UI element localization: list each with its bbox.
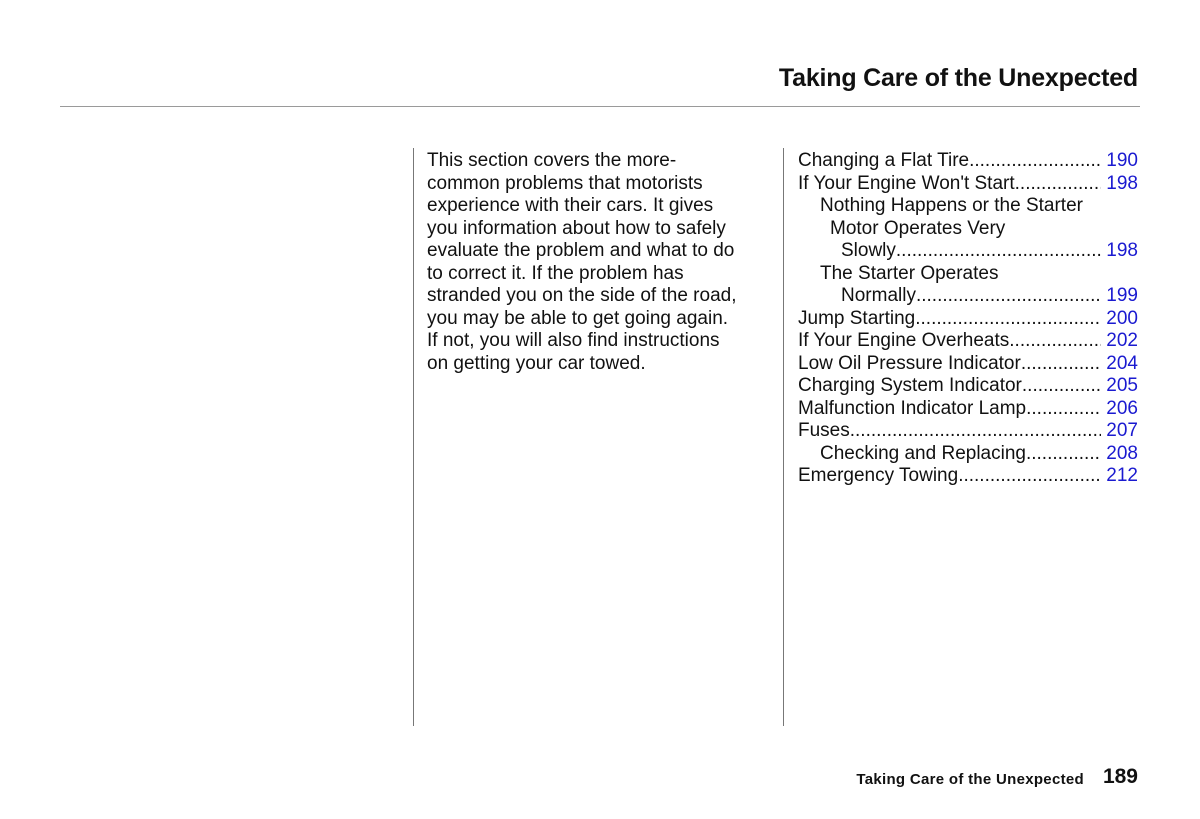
toc-leader-dots [1009,330,1101,353]
toc-page-link[interactable]: 208 [1106,442,1138,464]
toc-entry-engine-overheats[interactable] [798,330,1138,353]
toc-entry-label: Fuses [798,420,850,441]
page-title: Taking Care of the Unexpected [778,64,1138,92]
toc-page-link[interactable]: 200 [1106,307,1138,329]
toc-entry-label: If Your Engine Overheats [798,330,1010,351]
toc-page-link[interactable]: 199 [1106,285,1138,306]
header-divider [60,106,1140,107]
toc-entry-label: Normally [841,285,916,306]
toc-entry-fuses[interactable] [798,420,1138,443]
toc-entry-starter-operates-line2[interactable] [798,285,1138,308]
toc-leader-dots [958,465,1101,488]
toc-leader-dots [916,285,1101,308]
toc-page-link[interactable]: 202 [1106,330,1138,351]
toc-entry-label: Motor Operates Very [830,217,1006,239]
toc-page-link[interactable]: 204 [1106,352,1138,374]
toc-leader-dots [1026,398,1101,421]
toc-entry-starter-operates-line1[interactable] [798,263,1138,286]
intro-paragraph [427,150,777,375]
footer-section-title: Taking Care of the Unexpected [856,771,1084,788]
toc-leader-dots [1021,353,1101,376]
intro-line: to correct it. If the problem has [427,262,684,284]
toc-leader-dots [915,308,1101,331]
toc-leader-dots [850,420,1102,443]
intro-line: you information about how to safely [427,217,726,239]
toc-entry-label: Low Oil Pressure Indicator [798,352,1021,374]
toc-entry-charging-system[interactable] [798,375,1138,398]
toc-entry-nothing-happens-line2[interactable] [798,218,1138,241]
intro-line: you may be able to get going again. [427,307,729,329]
toc-entry-malfunction-lamp[interactable] [798,398,1138,421]
toc-entry-low-oil-pressure[interactable] [798,353,1138,376]
toc-entry-checking-replacing[interactable] [798,443,1138,466]
toc-page-link[interactable]: 190 [1106,150,1138,171]
toc-leader-dots [1026,443,1101,466]
toc-entry-label: The Starter Operates [820,262,999,284]
toc-page-link[interactable]: 205 [1106,375,1138,396]
toc-entry-nothing-happens-line3[interactable] [798,240,1138,263]
intro-line: If not, you will also find instructions [427,330,720,351]
toc-page-link[interactable]: 212 [1106,465,1138,486]
toc-entry-label: Emergency Towing [798,465,959,486]
intro-line: on getting your car towed. [427,352,646,374]
toc-entry-label: Jump Starting [798,307,916,329]
page-number: 189 [1102,765,1138,788]
toc-entry-flat-tire[interactable] [798,150,1138,173]
intro-line: evaluate the problem and what to do [427,240,735,261]
toc-leader-dots [896,240,1101,263]
toc-page-link[interactable]: 198 [1106,172,1138,194]
column-divider-left [413,148,414,726]
toc-entry-label: Charging System Indicator [798,375,1022,396]
toc-leader-dots [969,150,1101,173]
table-of-contents [798,150,1138,488]
toc-entry-label: Slowly [841,240,896,261]
toc-leader-dots [1015,173,1102,196]
toc-leader-dots [1022,375,1101,398]
intro-line: stranded you on the side of the road, [427,285,737,306]
toc-entry-jump-starting[interactable] [798,308,1138,331]
column-divider-right [783,148,784,726]
toc-entry-engine-wont-start[interactable] [798,173,1138,196]
toc-entry-emergency-towing[interactable] [798,465,1138,488]
toc-entry-label: Nothing Happens or the Starter [820,195,1083,216]
toc-entry-label: Malfunction Indicator Lamp [798,397,1027,419]
intro-line: This section covers the more- [427,150,677,171]
toc-page-link[interactable]: 207 [1106,420,1138,441]
toc-entry-nothing-happens-line1[interactable] [798,195,1138,218]
toc-page-link[interactable]: 198 [1106,240,1138,261]
intro-line: experience with their cars. It gives [427,195,714,216]
toc-entry-label: If Your Engine Won't Start [798,172,1015,194]
intro-line: common problems that motorists [427,172,703,194]
toc-entry-label: Changing a Flat Tire [798,150,970,171]
toc-page-link[interactable]: 206 [1106,397,1138,419]
toc-entry-label: Checking and Replacing [820,442,1026,464]
